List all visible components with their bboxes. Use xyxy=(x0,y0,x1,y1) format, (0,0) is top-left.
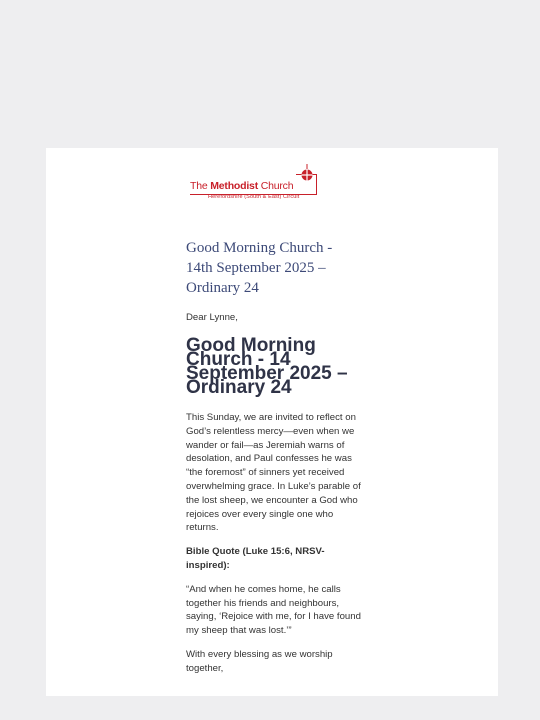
email-content xyxy=(186,238,362,686)
intro-paragraph: This Sunday, we are invited to reflect on God’s relentless mercy—even when we wander or fail—as Jeremiah warns of desolation, and Paul confesses he was “the foremost” of sinners yet received overwhelming grace. In Luke’s parable of the lost sheep, we encounter a God who rejoices over every single one who returns. xyxy=(186,412,361,534)
email-title: Good Morning Church - 14th September 2025 – Ordinary 24 xyxy=(186,240,333,296)
bible-quote: “And when he comes home, he calls together his friends and neighbours, saying, ‘Rejoice with me, for I have found my sheep that was lost.’” xyxy=(186,583,361,637)
logo-circuit-name: Herefordshire (South & East) Circuit xyxy=(208,194,300,200)
closing-line: With every blessing as we worship together, xyxy=(186,648,333,674)
email-card xyxy=(46,148,498,696)
greeting: Dear Lynne, xyxy=(186,312,238,323)
bible-quote-label: Bible Quote (Luke 15:6, NRSV-inspired): xyxy=(186,546,325,571)
methodist-church-logo[interactable] xyxy=(190,162,320,202)
methodist-orb-cross-icon xyxy=(300,164,314,184)
page-heading: Good Morning Church - 14 September 2025 – Ordinary 24 xyxy=(186,335,348,398)
logo-wordmark: The Methodist Church xyxy=(190,180,294,192)
